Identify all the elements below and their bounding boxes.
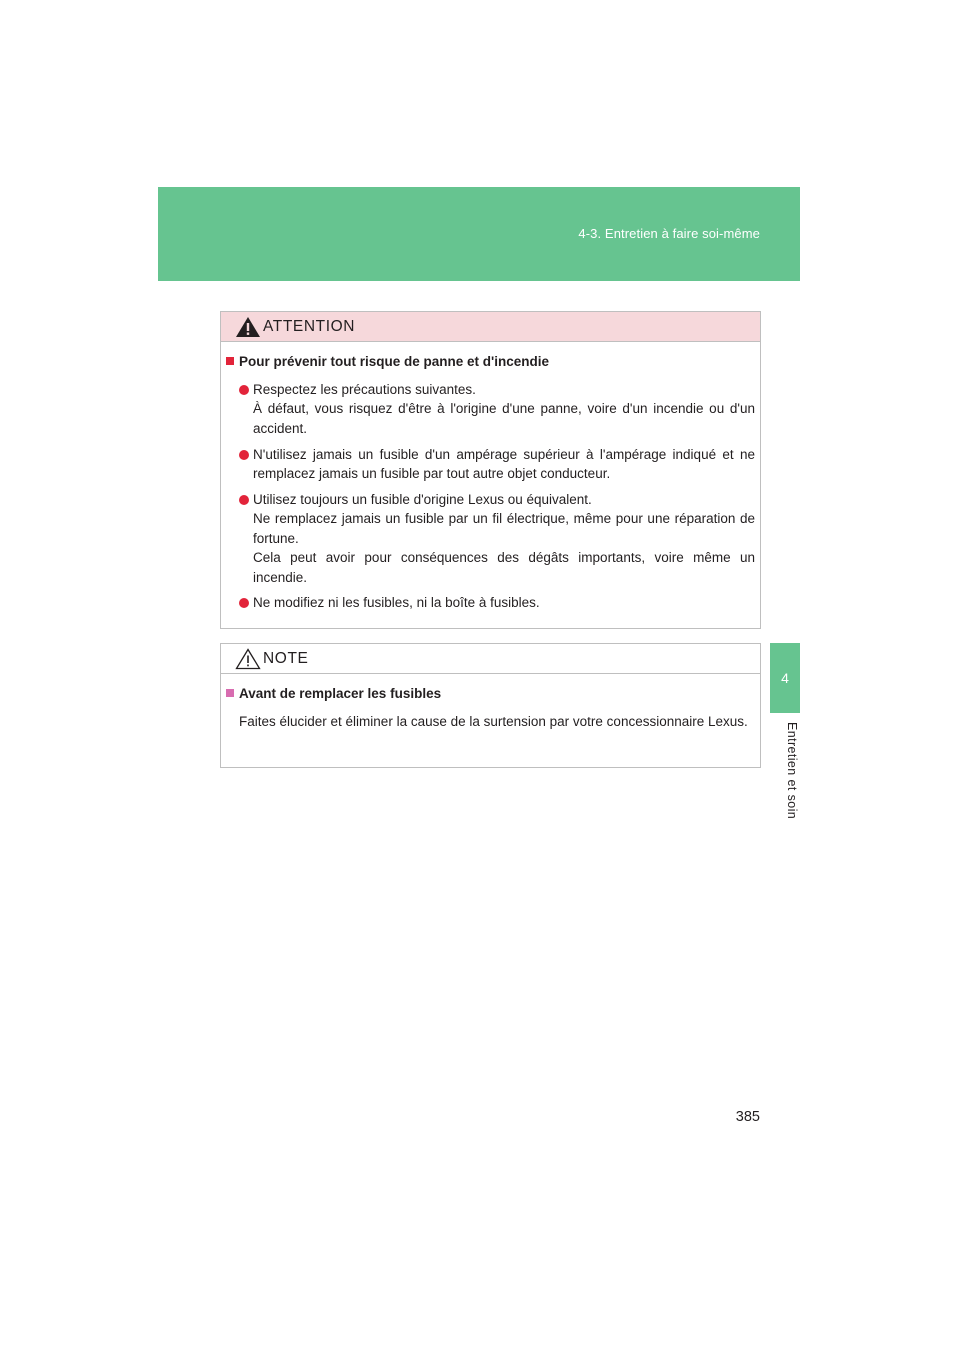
list-item-line: Respectez les précautions suivantes. (253, 382, 476, 397)
list-item (239, 490, 755, 587)
square-bullet-icon (226, 689, 234, 697)
note-text: Faites élucider et éliminer la cause de la surtension par votre concessionnaire Lexus. (239, 714, 748, 729)
bullet-dot-icon (239, 450, 249, 460)
attention-box (220, 311, 761, 629)
list-item-line: N'utilisez jamais un fusible d'un ampérage supérieur à l'ampérage indiqué et ne remplacez jamais un fusible par tout autre objet conducteur. (253, 447, 755, 482)
attention-label: ATTENTION (263, 318, 356, 335)
chapter-tab (770, 643, 800, 713)
attention-heading (226, 354, 549, 369)
warning-icon (235, 316, 261, 338)
note-label: NOTE (263, 650, 309, 667)
list-item-line: Ne remplacez jamais un fusible par un fil électrique, même pour une réparation de fortune. (253, 511, 755, 546)
page-number: 385 (735, 1109, 760, 1125)
bullet-dot-icon (239, 598, 249, 608)
list-item-line: Utilisez toujours un fusible d'origine Lexus ou équivalent. (253, 492, 592, 507)
bullet-dot-icon (239, 495, 249, 505)
list-item-line: Ne modifiez ni les fusibles, ni la boîte à fusibles. (253, 595, 540, 610)
header-band (158, 187, 800, 281)
list-item (239, 380, 755, 438)
attention-header (221, 312, 760, 342)
attention-heading-text: Pour prévenir tout risque de panne et d'incendie (239, 354, 550, 369)
bullet-dot-icon (239, 385, 249, 395)
caution-outline-icon (235, 648, 261, 670)
chapter-number: 4 (781, 670, 789, 686)
section-title: 4-3. Entretien à faire soi-même (578, 226, 760, 241)
list-item-line: Cela peut avoir pour conséquences des dégâts importants, voire même un incendie. (253, 550, 755, 585)
chapter-label: Entretien et soin (785, 722, 799, 820)
note-heading-text: Avant de remplacer les fusibles (239, 686, 442, 701)
list-item (239, 445, 755, 484)
list-item (239, 593, 755, 612)
list-item-line: À défaut, vous risquez d'être à l'origine d'une panne, voire d'un incendie ou d'un accident. (253, 401, 755, 436)
note-box (220, 643, 761, 768)
note-header (221, 644, 760, 674)
square-bullet-icon (226, 357, 234, 365)
note-heading (226, 686, 441, 701)
